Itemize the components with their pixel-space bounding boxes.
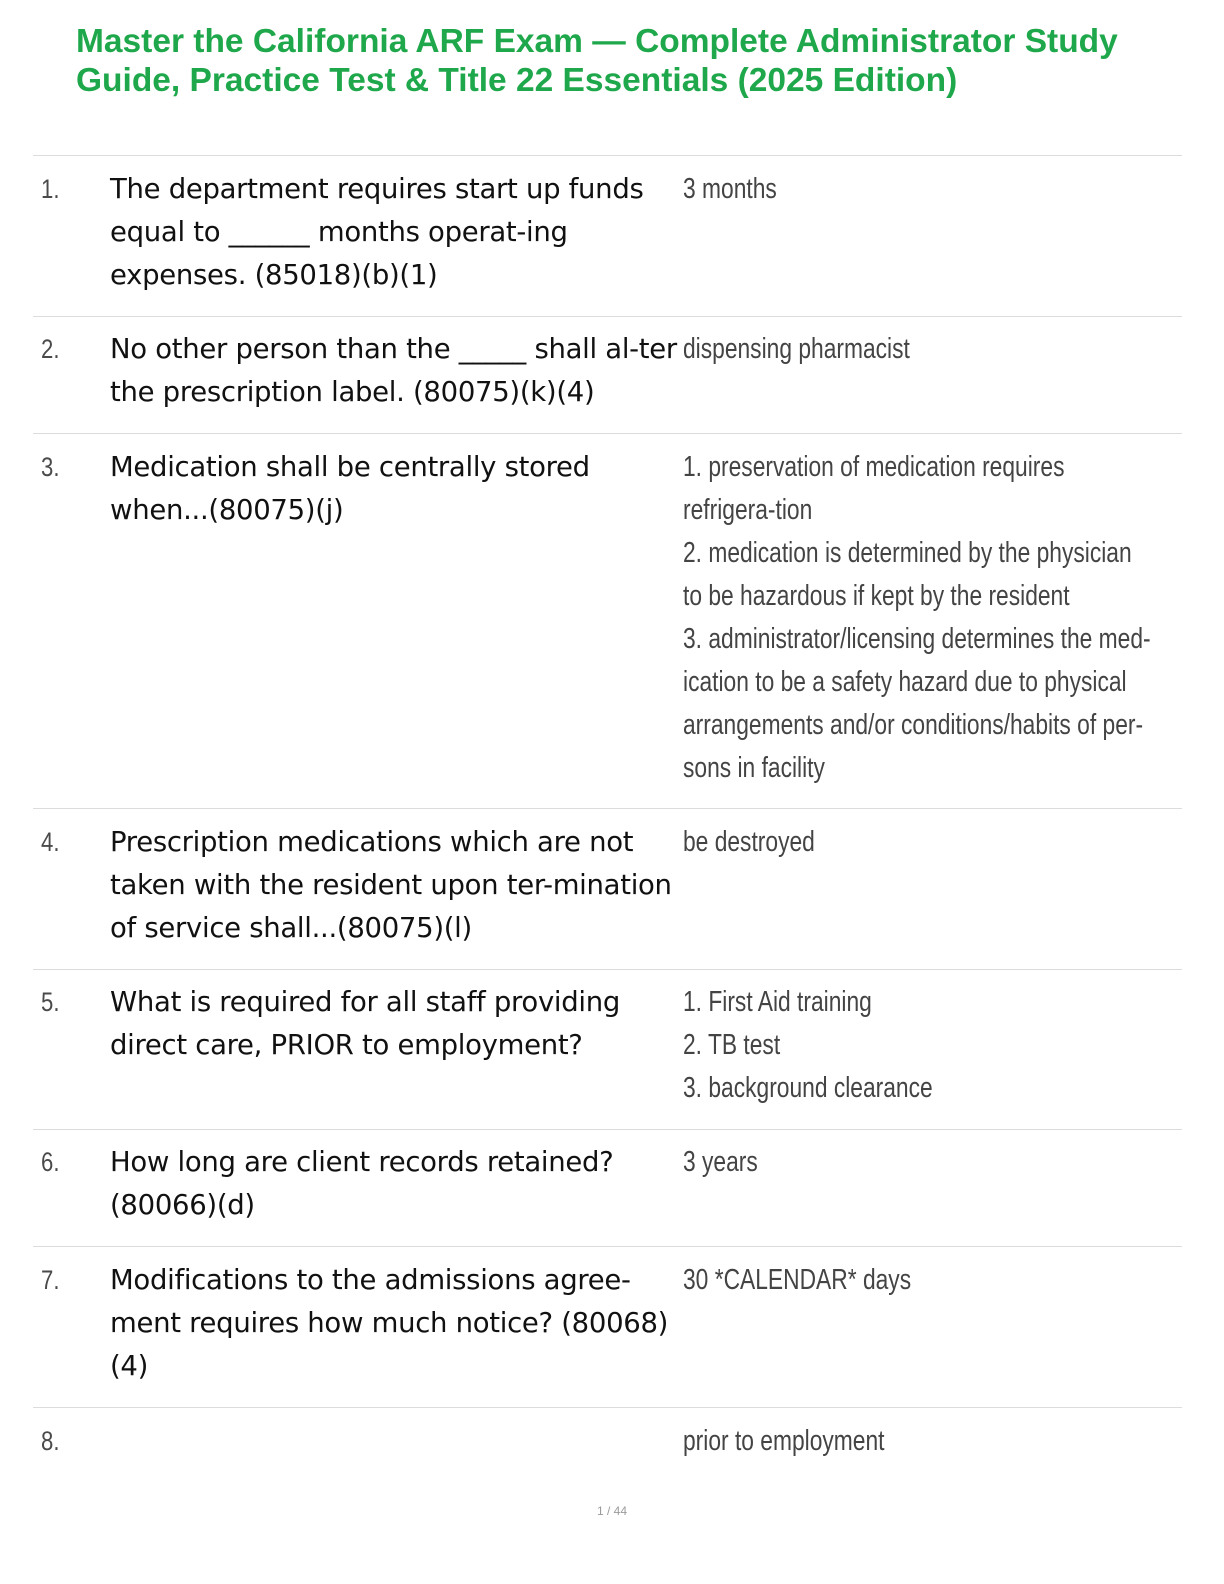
question-number: 1. bbox=[41, 174, 60, 204]
question-number: 3. bbox=[41, 452, 60, 482]
question-text: Prescription medications which are not taken with the resident upon ter-mination of service shall...(80075)(l) bbox=[110, 826, 672, 944]
question-text: The department requires start up funds equal to ______ months operat-ing expenses. (85018)(b)(1) bbox=[110, 173, 644, 291]
question-number: 2. bbox=[41, 334, 60, 364]
document-title: Master the California ARF Exam — Complete Administrator Study Guide, Practice Test & Title 22 Essentials (2025 Edition) bbox=[76, 23, 1118, 99]
answer-text: dispensing pharmacist bbox=[683, 333, 910, 365]
question-number: 8. bbox=[41, 1426, 60, 1456]
divider bbox=[33, 969, 1182, 970]
answer-text: be destroyed bbox=[683, 826, 815, 858]
question-text: Medication shall be centrally stored when...(80075)(j) bbox=[110, 451, 590, 526]
question-number: 5. bbox=[41, 987, 60, 1017]
question-number: 7. bbox=[41, 1265, 60, 1295]
divider bbox=[33, 433, 1182, 434]
answer-text: 1. First Aid training 2. TB test 3. background clearance bbox=[683, 986, 933, 1104]
answer-text: prior to employment bbox=[683, 1425, 885, 1457]
answer-text: 30 *CALENDAR* days bbox=[683, 1264, 912, 1296]
question-text: How long are client records retained? (80066)(d) bbox=[110, 1146, 614, 1221]
divider bbox=[33, 1129, 1182, 1130]
question-number: 4. bbox=[41, 827, 60, 857]
divider bbox=[33, 1246, 1182, 1247]
answer-text: 3 years bbox=[683, 1146, 758, 1178]
answer-text: 1. preservation of medication requires refrigera-tion 2. medication is determined by the physician to be hazardous if kept by the resident 3. administrator/licensing determines the med-ication to be a safety hazard due to physical arrangements and/or conditions/habits of per-sons in facility bbox=[683, 451, 1151, 784]
question-text: Modifications to the admissions agree-ment requires how much notice? (80068)(4) bbox=[110, 1264, 669, 1382]
divider bbox=[33, 155, 1182, 156]
page-indicator: 1 / 44 bbox=[596, 1504, 628, 1518]
question-text: What is required for all staff providing direct care, PRIOR to employment? bbox=[110, 986, 621, 1061]
divider bbox=[33, 1407, 1182, 1408]
question-number: 6. bbox=[41, 1147, 60, 1177]
divider bbox=[33, 808, 1182, 809]
divider bbox=[33, 316, 1182, 317]
answer-text: 3 months bbox=[683, 173, 777, 205]
question-text: No other person than the _____ shall al-ter the prescription label. (80075)(k)(4) bbox=[110, 333, 677, 408]
